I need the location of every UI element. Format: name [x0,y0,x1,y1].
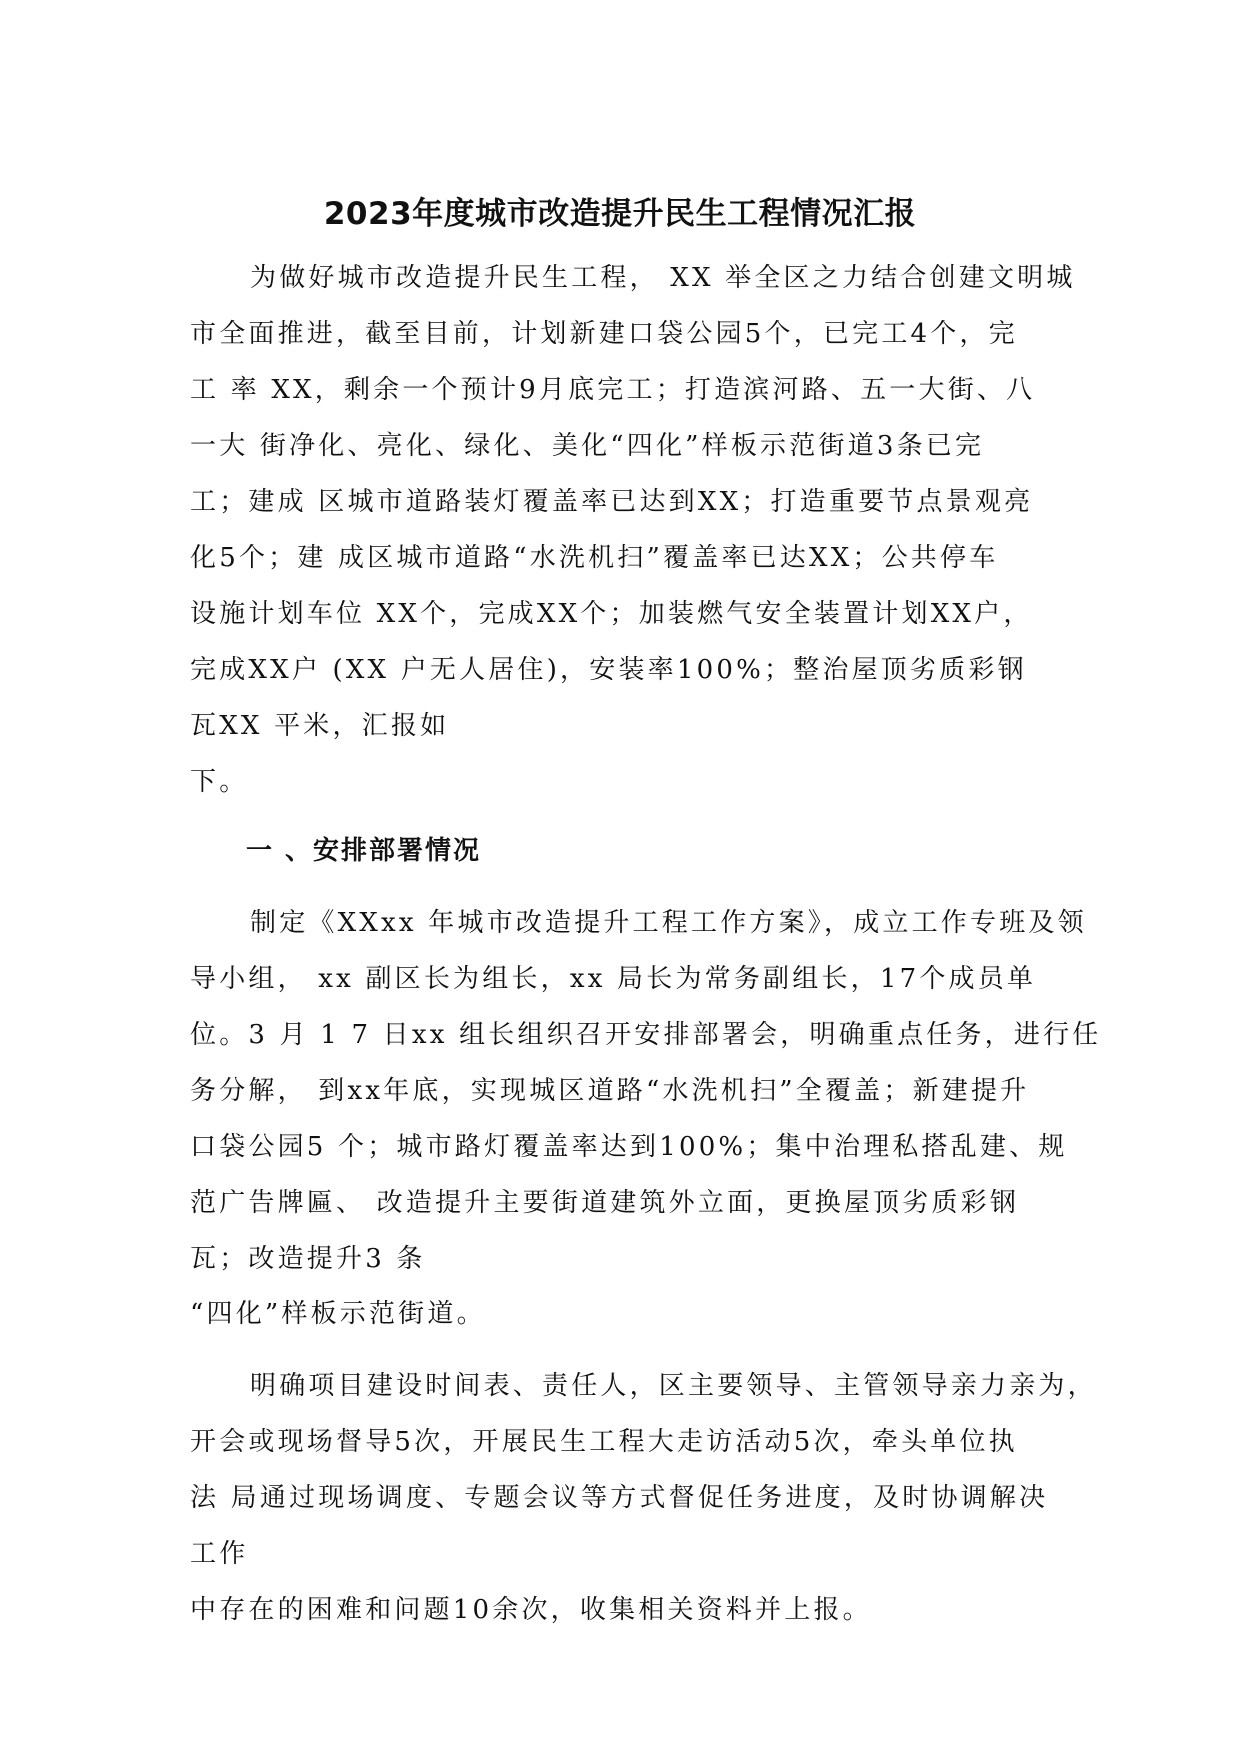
paragraph-line: 明确项目建设时间表、责任人，区主要领导、主管领导亲力亲为， [250,1371,1097,1401]
paragraph-line: 开会或现场督导5次，开展民生工程大走访活动5次，牵头单位执 [190,1427,1018,1457]
paragraph-line: 制定《XXxx 年城市改造提升工程工作方案》，成立工作专班及领 [250,908,1087,938]
paragraph-line: 口袋公园5 个；城市路灯覆盖率达到100%；集中治理私搭乱建、规 [190,1132,1068,1162]
paragraph-line: “四化”样板示范街道。 [190,1299,486,1329]
paragraph-line: 瓦XX 平米，汇报如 [190,711,450,741]
paragraph-line: 完成XX户 (XX 户无人居住)，安装率100%；整治屋顶劣质彩钢 [190,655,1027,685]
paragraph-line: 工；建成 区城市道路装灯覆盖率已达到XX；打造重要节点景观亮 [190,487,1034,517]
paragraph-line: 工作 [190,1539,249,1569]
paragraph-line: 下。 [190,767,249,797]
paragraph-line: 为做好城市改造提升民生工程， XX 举全区之力结合创建文明城 [250,263,1076,293]
paragraph-line: 化5个；建 成区城市道路“水洗机扫”覆盖率已达XX；公共停车 [190,543,999,573]
paragraph-line: 法 局通过现场调度、专题会议等方式督促任务进度，及时协调解决 [190,1483,1049,1513]
section-heading: 一 、安排部署情况 [246,836,482,866]
paragraph-line: 市全面推进，截至目前，计划新建口袋公园5个，已完工4个，完 [190,319,1018,349]
paragraph-line: 中存在的困难和问题10余次，收集相关资料并上报。 [190,1595,872,1625]
paragraph-line: 设施计划车位 XX个，完成XX个；加装燃气安全装置计划XX户， [190,599,1033,629]
paragraph-line: 位。3 月 1 7 日xx 组长组织召开安排部署会，明确重点任务，进行任 [190,1020,1102,1050]
paragraph-line: 范广告牌匾、 改造提升主要街道建筑外立面，更换屋顶劣质彩钢 [190,1188,1020,1218]
paragraph-line: 务分解， 到xx年底，实现城区道路“水洗机扫”全覆盖；新建提升 [190,1076,1030,1106]
paragraph-line: 一大 街净化、亮化、绿化、美化“四化”样板示范街道3条已完 [190,431,985,461]
paragraph-line: 导小组， xx 副区长为组长，xx 局长为常务副组长，17个成员单 [190,964,1037,994]
document-title: 2023年度城市改造提升民生工程情况汇报 [323,196,917,232]
paragraph-line: 瓦；改造提升3 条 [190,1244,426,1274]
paragraph-line: 工 率 XX，剩余一个预计9月底完工；打造滨河路、五一大街、八 [190,375,1036,405]
